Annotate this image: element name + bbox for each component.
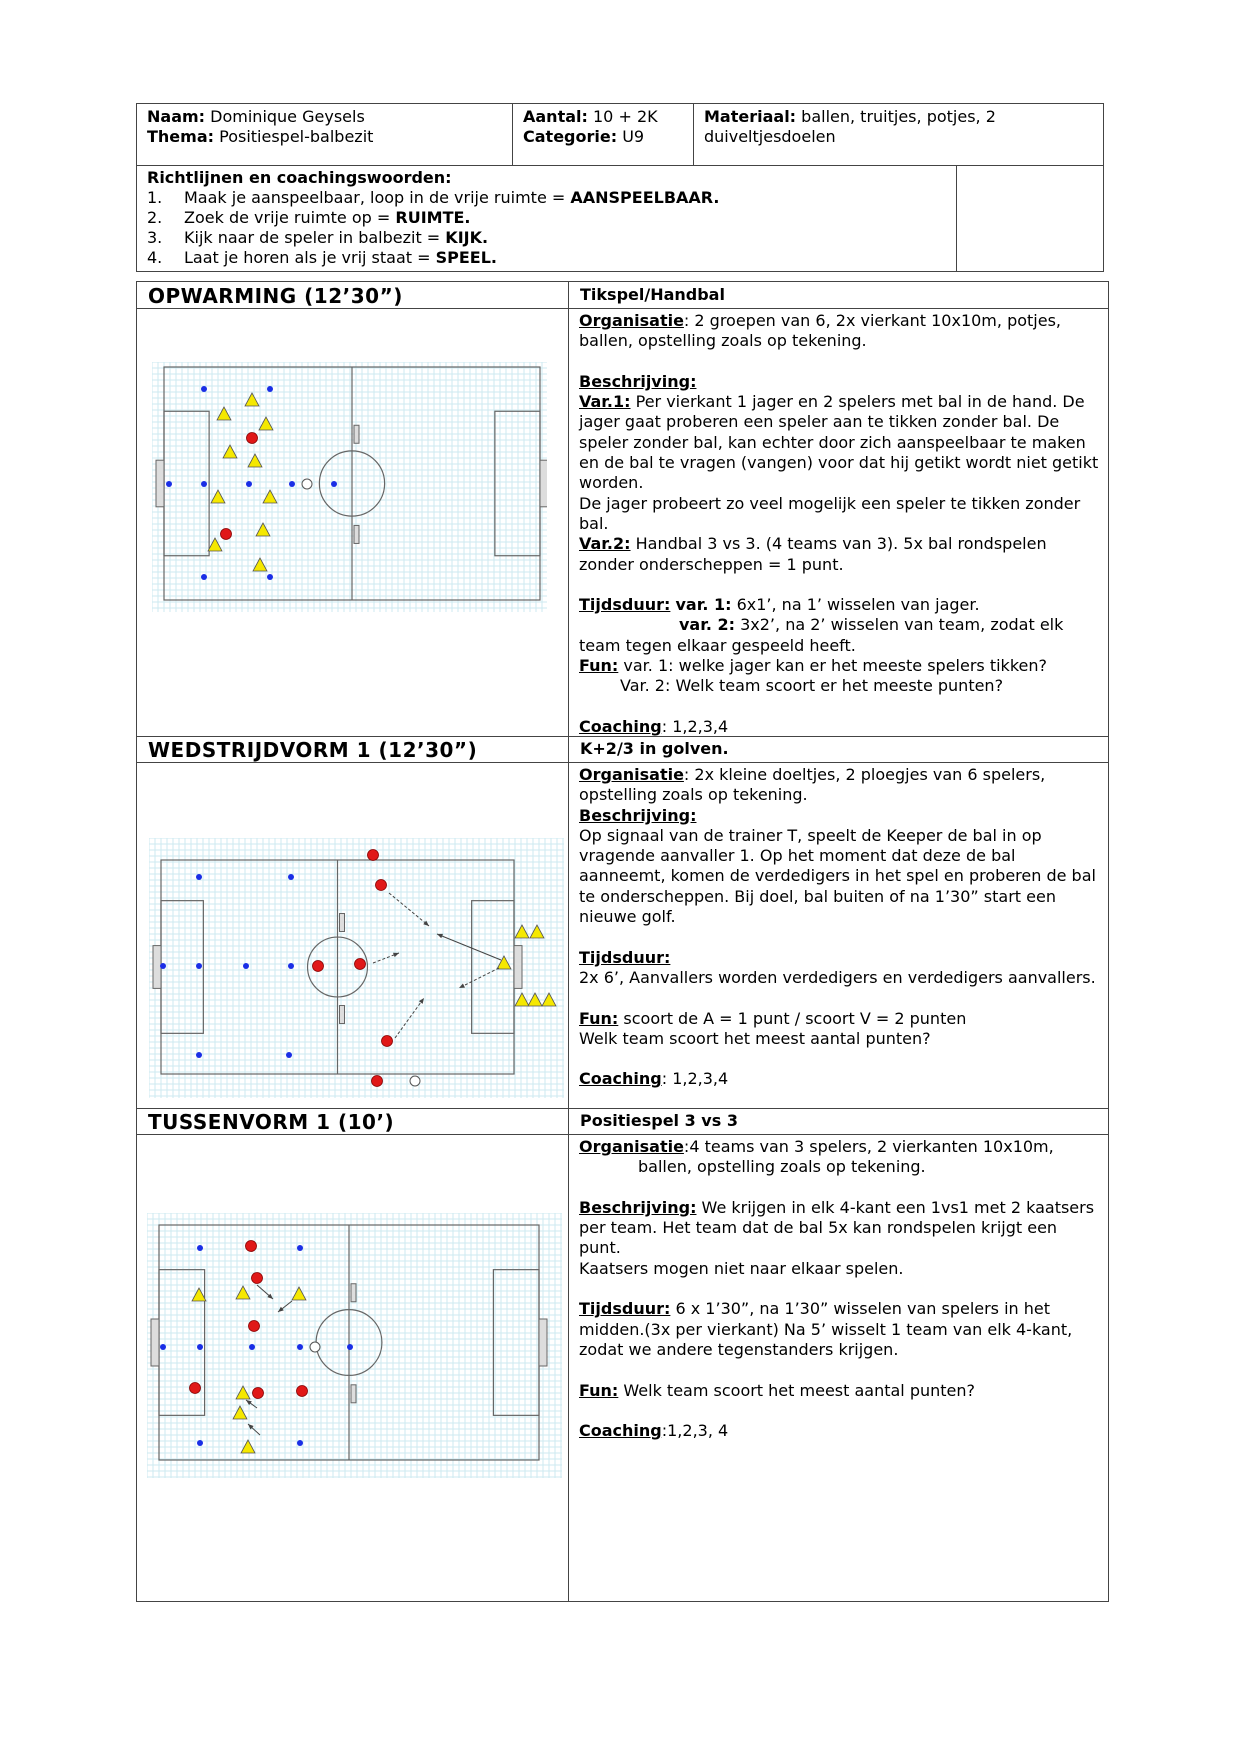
- naam-thema-cell: [137, 104, 513, 166]
- player-red: [313, 961, 324, 972]
- cone-marker: [286, 1052, 292, 1058]
- player-red: [190, 1383, 201, 1394]
- arrow-head: [246, 1400, 252, 1405]
- player-red: [297, 1386, 308, 1397]
- player-red: [249, 1321, 260, 1332]
- goal: [540, 460, 547, 507]
- cone-marker: [331, 481, 337, 487]
- richtlijnen-cell: [137, 166, 957, 272]
- cone-marker: [201, 574, 207, 580]
- materiaal-label: Materiaal:: [704, 107, 797, 126]
- section-title-opwarming: OPWARMING (12’30”): [148, 284, 403, 308]
- player-red: [355, 959, 366, 970]
- aantal-label: Aantal:: [523, 107, 588, 126]
- cone-marker: [249, 1344, 255, 1350]
- cone-marker: [196, 963, 202, 969]
- player-yellow: [263, 490, 277, 503]
- cone-marker: [297, 1245, 303, 1251]
- cone-marker: [267, 386, 273, 392]
- goal: [539, 1319, 547, 1366]
- list-item: 4. Laat je horen als je vrij staat = SPEEL.: [147, 248, 498, 267]
- small-goal: [354, 525, 359, 543]
- aantal-value: 10 + 2K: [593, 107, 658, 126]
- player-red: [372, 1076, 383, 1087]
- trainer-marker: [302, 479, 312, 489]
- trainer-marker: [310, 1342, 320, 1352]
- categorie-value: U9: [622, 127, 645, 146]
- small-goal: [351, 1284, 356, 1302]
- cone-marker: [160, 1344, 166, 1350]
- player-red: [382, 1036, 393, 1047]
- penalty-box: [495, 411, 540, 555]
- cone-marker: [197, 1344, 203, 1350]
- player-yellow: [211, 490, 225, 503]
- player-yellow: [236, 1286, 250, 1299]
- player-yellow: [217, 407, 231, 420]
- player-yellow: [192, 1288, 206, 1301]
- goal: [153, 946, 161, 989]
- naam-label: Naam:: [147, 107, 206, 126]
- list-item: 1. Maak je aanspeelbaar, loop in de vrije ruimte = AANSPEELBAAR.: [147, 188, 720, 207]
- small-goal: [351, 1385, 356, 1403]
- thema-label: Thema:: [147, 127, 215, 146]
- cone-marker: [197, 1245, 203, 1251]
- player-red: [252, 1273, 263, 1284]
- cone-marker: [347, 1344, 353, 1350]
- section-text-opwarming: Organisatie: 2 groepen van 6, 2x vierkant 10x10m, potjes, ballen, opstelling zoals op tekening. Beschrijving: Var.1: Per vierkant 1 jager en 2 spelers met bal in de hand. De jager gaat proberen een speler aan te tikken zonder bal. De speler zonder bal, kan echter door zich aanspeelbaar te maken en de bal te vragen (vangen) voor dat hij getikt wordt niet getikt worden. De jager probeert zo veel mogelijk een speler te tikken zonder bal. Var.2: Handbal 3 vs 3. (4 teams van 3). 5x bal rondspelen zonder onderscheppen = 1 punt. Tijdsduur: var. 1: 6x1’, na 1’ wisselen van jager. var. 2: 3x2’, na 2’ wisselen van team, zodat elk team tegen elkaar gespeeld heeft. Fun: var. 1: welke jager kan er het meeste spelers tikken? Var. 2: Welk team scoort er het meeste punten? Coaching: 1,2,3,4: [579, 311, 1099, 736]
- cone-marker: [297, 1344, 303, 1350]
- richtlijnen-title: Richtlijnen en coachingswoorden:: [147, 168, 452, 187]
- column-divider: [568, 281, 569, 1602]
- small-goal: [340, 1006, 345, 1024]
- player-yellow: [208, 538, 222, 551]
- player-red: [253, 1388, 264, 1399]
- player-red: [221, 529, 232, 540]
- small-goal: [340, 914, 345, 932]
- goal: [514, 946, 522, 989]
- arrow-head: [393, 953, 399, 957]
- goal: [151, 1319, 159, 1366]
- section-subtitle-tussenvorm: Positiespel 3 vs 3: [580, 1111, 738, 1130]
- player-yellow: [259, 417, 273, 430]
- materiaal-value: ballen, truitjes, potjes, 2 duiveltjesdoelen: [704, 107, 996, 146]
- cone-marker: [288, 874, 294, 880]
- materiaal-cell: [694, 104, 1104, 166]
- pitch-diagram-wedstrijdvorm: [149, 838, 564, 1098]
- player-yellow: [292, 1287, 306, 1300]
- cone-marker: [166, 481, 172, 487]
- section-title-wedstrijdvorm: WEDSTRIJDVORM 1 (12’30”): [148, 738, 478, 762]
- cone-marker: [267, 574, 273, 580]
- cone-marker: [197, 1440, 203, 1446]
- cone-marker: [160, 963, 166, 969]
- cone-marker: [289, 481, 295, 487]
- section-text-tussenvorm: Organisatie:4 teams van 3 spelers, 2 vierkanten 10x10m, ballen, opstelling zoals op tekening. Beschrijving: We krijgen in elk 4-kant een 1vs1 met 2 kaatsers per team. Het team dat de bal 5x kan rondspelen krijgt een punt. Kaatsers mogen niet naar elkaar spelen. Tijdsduur: 6 x 1’30”, na 1’30” wisselen van spelers in het midden.(3x per vierkant) Na 5’ wisselt 1 team van elk 4-kant, zodat we andere tegenstanders krijgen. Fun: Welk team scoort het meest aantal punten? Coaching:1,2,3, 4: [579, 1137, 1095, 1441]
- player-yellow: [245, 393, 259, 406]
- arrow-head: [459, 983, 465, 988]
- categorie-label: Categorie:: [523, 127, 618, 146]
- richtlijnen-list: [147, 188, 946, 268]
- section-subtitle-opwarming: Tikspel/Handbal: [580, 285, 725, 304]
- pitch-diagram-tussenvorm: [147, 1213, 562, 1478]
- cone-marker: [288, 963, 294, 969]
- player-yellow: [530, 925, 544, 938]
- cone-marker: [196, 1052, 202, 1058]
- player-yellow: [233, 1406, 247, 1419]
- cone-marker: [196, 874, 202, 880]
- cone-marker: [201, 481, 207, 487]
- player-red: [368, 850, 379, 861]
- arrow-head: [437, 934, 443, 938]
- trainer-marker: [410, 1076, 420, 1086]
- cone-marker: [201, 386, 207, 392]
- cone-marker: [297, 1440, 303, 1446]
- aantal-categorie-cell: [513, 104, 694, 166]
- section-title-tussenvorm: TUSSENVORM 1 (10’): [148, 1110, 395, 1134]
- cone-marker: [246, 481, 252, 487]
- section-text-wedstrijdvorm: Organisatie: 2x kleine doeltjes, 2 ploegjes van 6 spelers, opstelling zoals op tekening. Beschrijving: Op signaal van de trainer T, speelt de Keeper de bal in op vragende aanvaller 1. Op het moment dat deze de bal aanneemt, komen de verdedigers in het spel en proberen de bal te onderscheppen. Bij doel, bal buiten of na 1’30” start een nieuwe golf. Tijdsduur: 2x 6’, Aanvallers worden verdedigers en verdedigers aanvallers. Fun: scoort de A = 1 punt / scoort V = 2 punten Welk team scoort het meest aantal punten? Coaching: 1,2,3,4: [579, 765, 1096, 1089]
- goal: [156, 460, 164, 507]
- pitch-diagram-opwarming: [152, 362, 547, 612]
- section-subtitle-wedstrijdvorm: K+2/3 in golven.: [580, 739, 729, 758]
- naam-value: Dominique Geysels: [210, 107, 365, 126]
- cone-marker: [243, 963, 249, 969]
- list-item: 3. Kijk naar de speler in balbezit = KIJK.: [147, 228, 489, 247]
- player-red: [247, 433, 258, 444]
- arrow-head: [419, 998, 424, 1004]
- list-item: 2. Zoek de vrije ruimte op = RUIMTE.: [147, 208, 471, 227]
- thema-value: Positiespel-balbezit: [219, 127, 374, 146]
- player-red: [376, 880, 387, 891]
- header-table: [136, 103, 1104, 272]
- empty-cell: [957, 166, 1104, 272]
- player-red: [246, 1241, 257, 1252]
- small-goal: [354, 425, 359, 443]
